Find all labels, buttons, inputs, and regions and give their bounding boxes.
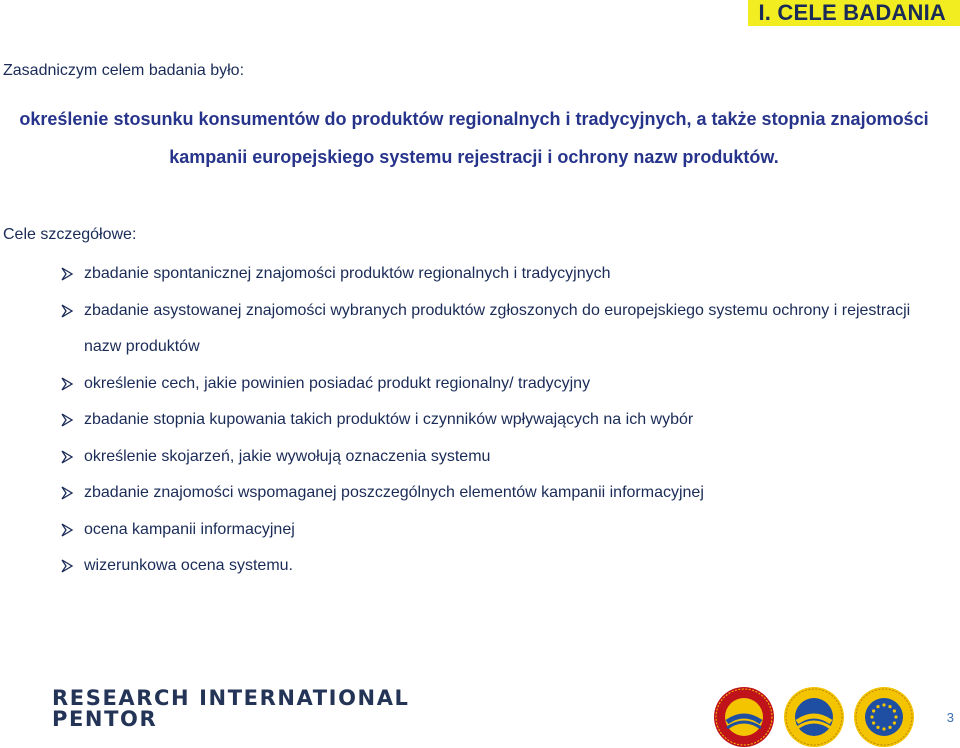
list-item-text: ocena kampanii informacyjnej xyxy=(84,520,295,538)
list-item xyxy=(60,548,920,585)
specific-goals-list xyxy=(60,256,920,585)
list-item xyxy=(60,366,920,403)
list-item-text: zbadanie znajomości wspomaganej poszczególnych elementów kampanii informacyjnej xyxy=(84,484,704,501)
specific-goals-label: Cele szczegółowe: xyxy=(3,226,137,243)
logo-line-2: PENTOR xyxy=(52,707,158,731)
eu-seal-2-icon xyxy=(783,686,845,748)
title-banner xyxy=(748,0,960,26)
logo-line-1: RESEARCH INTERNATIONAL xyxy=(52,686,410,710)
arrowhead-bullet-icon xyxy=(60,256,76,293)
eu-seal-1-icon xyxy=(713,686,775,748)
list-item xyxy=(60,439,920,476)
main-goal: określenie stosunku konsumentów do produktów regionalnych i tradycyjnych, a także stopnia znajomości kampanii europejskiego systemu rejestracji i ochrony nazw produktów. xyxy=(19,109,929,167)
page-title: I. CELE BADANIA xyxy=(758,0,946,25)
eu-seal-3-icon xyxy=(853,686,915,748)
arrowhead-bullet-icon xyxy=(60,475,76,512)
eu-quality-seals xyxy=(713,686,915,748)
intro-text: Zasadniczym celem badania było: xyxy=(3,62,245,79)
list-item-text: zbadanie stopnia kupowania takich produktów i czynników wpływających na ich wybór xyxy=(84,411,694,428)
list-item xyxy=(60,402,920,439)
list-item-text: zbadanie asystowanej znajomości wybranych produktów zgłoszonych do europejskiego systemu ochrony i rejestracji nazw produktów xyxy=(84,301,911,355)
page-number: 3 xyxy=(946,710,954,725)
list-item-text: wizerunkowa ocena systemu. xyxy=(84,557,293,574)
arrowhead-bullet-icon xyxy=(60,512,76,549)
list-item xyxy=(60,293,920,366)
list-item xyxy=(60,475,920,512)
arrowhead-bullet-icon xyxy=(60,439,76,476)
list-item-text: określenie skojarzeń, jakie wywołują oznaczenia systemu xyxy=(84,447,491,465)
company-logo xyxy=(52,688,410,730)
list-item xyxy=(60,256,920,293)
arrowhead-bullet-icon xyxy=(60,548,76,585)
list-item-text: określenie cech, jakie powinien posiadać produkt regionalny/ tradycyjny xyxy=(84,374,591,392)
arrowhead-bullet-icon xyxy=(60,293,76,330)
list-item-text: zbadanie spontanicznej znajomości produktów regionalnych i tradycyjnych xyxy=(84,265,611,282)
list-item xyxy=(60,512,920,549)
arrowhead-bullet-icon xyxy=(60,366,76,403)
arrowhead-bullet-icon xyxy=(60,402,76,439)
